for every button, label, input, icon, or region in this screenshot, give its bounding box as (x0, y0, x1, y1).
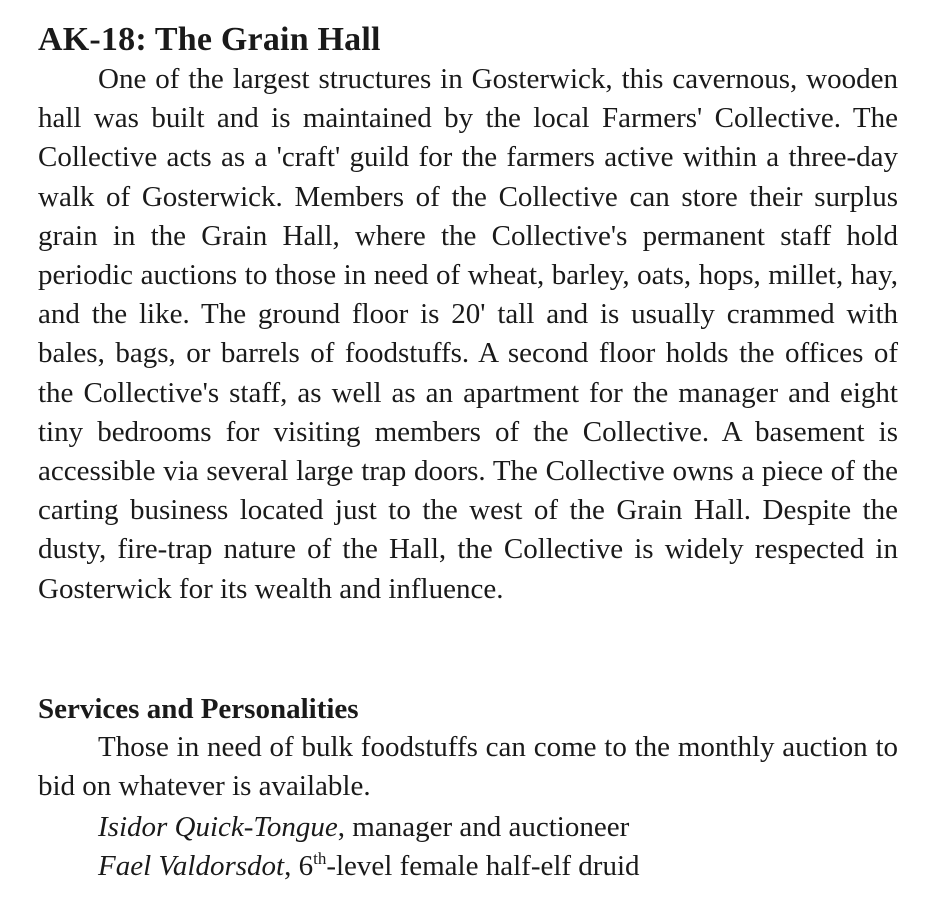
services-text: Those in need of bulk foodstuffs can come to the monthly auction to bid on whatever is available. (38, 731, 898, 803)
entry-description: One of the largest structures in Gosterwick, this cavernous, wooden hall was built and is maintained by the local Farmers' Collective. The Collective acts as a 'craft' guild for the farmers active within a three-day walk of Gosterwick. Members of the Collective can store their surplus grain in the Grain Hall, where the Collective's permanent staff hold periodic auctions to those in need of wheat, barley, oats, hops, millet, hay, and the like. The ground floor is 20' tall and is usually crammed with bales, bags, or barrels of foodstuffs. A second floor holds the offices of the Collective's staff, as well as an apartment for the manager and eight tiny bedrooms for visiting members of the Collective. A basement is accessible via several large trap doors. The Collective owns a piece of the carting business located just to the west of the Grain Hall. Despite the dusty, fire-trap nature of the Hall, the Collective is widely respected in Gosterwick for its wealth and influence. (38, 63, 898, 605)
personality-description: -level female half-elf druid (326, 850, 640, 882)
personality-name: Isidor Quick-Tongue (98, 811, 338, 843)
ordinal-suffix: th (313, 849, 327, 868)
personality-entry (98, 846, 640, 886)
personality-description: , manager and auctioneer (337, 811, 630, 843)
services-heading: Services and Personalities (38, 693, 359, 725)
personality-description-prefix: , 6 (284, 850, 314, 882)
personality-name: Fael Valdorsdot (98, 850, 285, 882)
personality-entry (98, 807, 629, 847)
entry-title: AK-18: The Grain Hall (38, 21, 381, 58)
